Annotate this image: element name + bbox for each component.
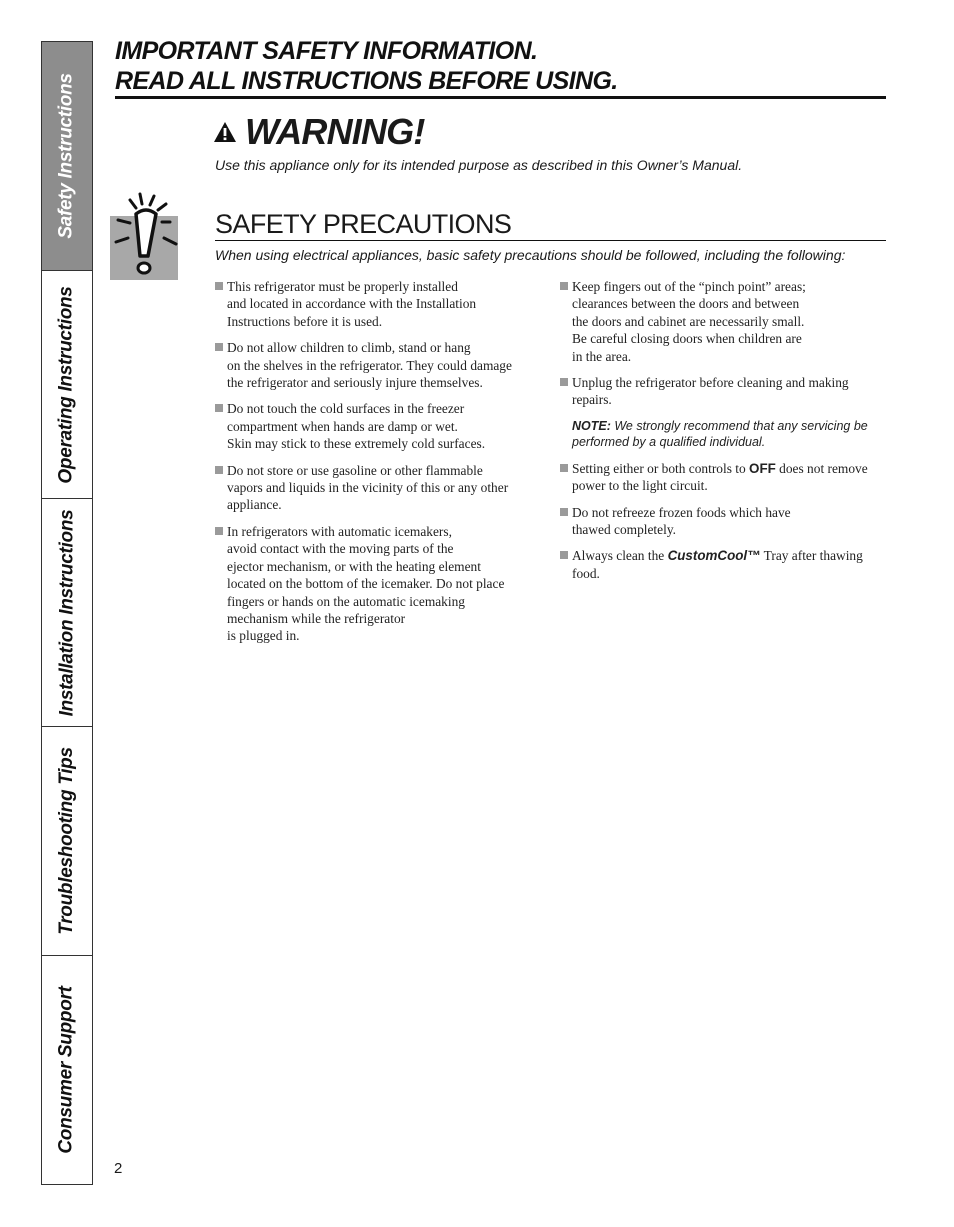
square-bullet-icon: [560, 282, 568, 290]
list-item: This refrigerator must be properly installed and located in accordance with the Installation Instructions before it is used.: [215, 278, 540, 330]
tab-consumer-support[interactable]: [42, 956, 92, 1184]
list-item: Do not store or use gasoline or other flammable vapors and liquids in the vicinity of this or any other appliance.: [215, 462, 540, 514]
page-heading: [115, 36, 618, 96]
list-item: Do not refreeze frozen foods which have thawed completely.: [560, 504, 890, 539]
tab-label: Troubleshooting Tips: [56, 747, 77, 935]
tab-label: Operating Instructions: [56, 285, 78, 484]
tab-troubleshooting-tips[interactable]: [42, 727, 92, 956]
list-item: Do not touch the cold surfaces in the freezer compartment when hands are damp or wet. Skin may stick to these extremely cold surfaces.: [215, 400, 540, 452]
warning-triangle-icon: [213, 121, 237, 143]
tab-label: Safety Instructions: [56, 73, 77, 239]
note-text: We strongly recommend that any servicing be performed by a qualified individual.: [572, 418, 868, 449]
precautions-left-column: [215, 278, 540, 654]
page-number: 2: [114, 1160, 123, 1177]
precautions-right-column: [560, 278, 890, 591]
list-item: Setting either or both controls to OFF does not remove power to the light circuit.: [560, 460, 890, 495]
warning-title: WARNING!: [245, 111, 425, 152]
square-bullet-icon: [215, 466, 223, 474]
page-heading-line-1: IMPORTANT SAFETY INFORMATION.: [115, 37, 538, 65]
list-item: Keep fingers out of the “pinch point” areas; clearances between the doors and between the doors and cabinet are necessarily small. Be careful closing doors when children are in the area.: [560, 278, 890, 365]
off-label: OFF: [749, 460, 776, 476]
tab-label: Consumer Support: [56, 986, 78, 1154]
square-bullet-icon: [215, 282, 223, 290]
square-bullet-icon: [560, 378, 568, 386]
list-item: In refrigerators with automatic icemakers, avoid contact with the moving parts of the ejector mechanism, or with the heating element located on the bottom of the icemaker. Do not place fingers or hands on the automatic icemaking mechanism while the refrigerator is plugged in.: [215, 523, 540, 645]
header-divider: [115, 96, 886, 99]
page-heading-line-2: READ ALL INSTRUCTIONS BEFORE USING.: [115, 67, 618, 95]
square-bullet-icon: [215, 404, 223, 412]
list-item: Always clean the CustomCool™ Tray after thawing food.: [560, 547, 890, 582]
list-item: Unplug the refrigerator before cleaning and making repairs.: [560, 374, 890, 409]
servicing-note: [560, 418, 890, 450]
tab-safety-instructions[interactable]: [42, 42, 92, 271]
safety-exclamation-icon: [110, 192, 182, 282]
customcool-label: CustomCool™: [667, 548, 761, 564]
section-divider: [215, 240, 886, 241]
warning-intro: Use this appliance only for its intended purpose as described in this Owner’s Manual.: [215, 157, 743, 173]
square-bullet-icon: [560, 551, 568, 559]
tab-installation-instructions[interactable]: [42, 499, 92, 727]
section-title: SAFETY PRECAUTIONS: [215, 209, 512, 239]
square-bullet-icon: [215, 527, 223, 535]
tab-label: Installation Instructions: [56, 509, 77, 716]
note-label: NOTE:: [572, 418, 611, 433]
list-item: Do not allow children to climb, stand or hang on the shelves in the refrigerator. They could damage the refrigerator and seriously injure themselves.: [215, 339, 540, 391]
side-tab-nav: [41, 41, 93, 1185]
tab-operating-instructions[interactable]: [42, 271, 92, 499]
warning-heading: [213, 112, 425, 152]
square-bullet-icon: [560, 464, 568, 472]
section-intro: When using electrical appliances, basic safety precautions should be followed, including the following:: [215, 247, 846, 263]
square-bullet-icon: [215, 343, 223, 351]
square-bullet-icon: [560, 508, 568, 516]
